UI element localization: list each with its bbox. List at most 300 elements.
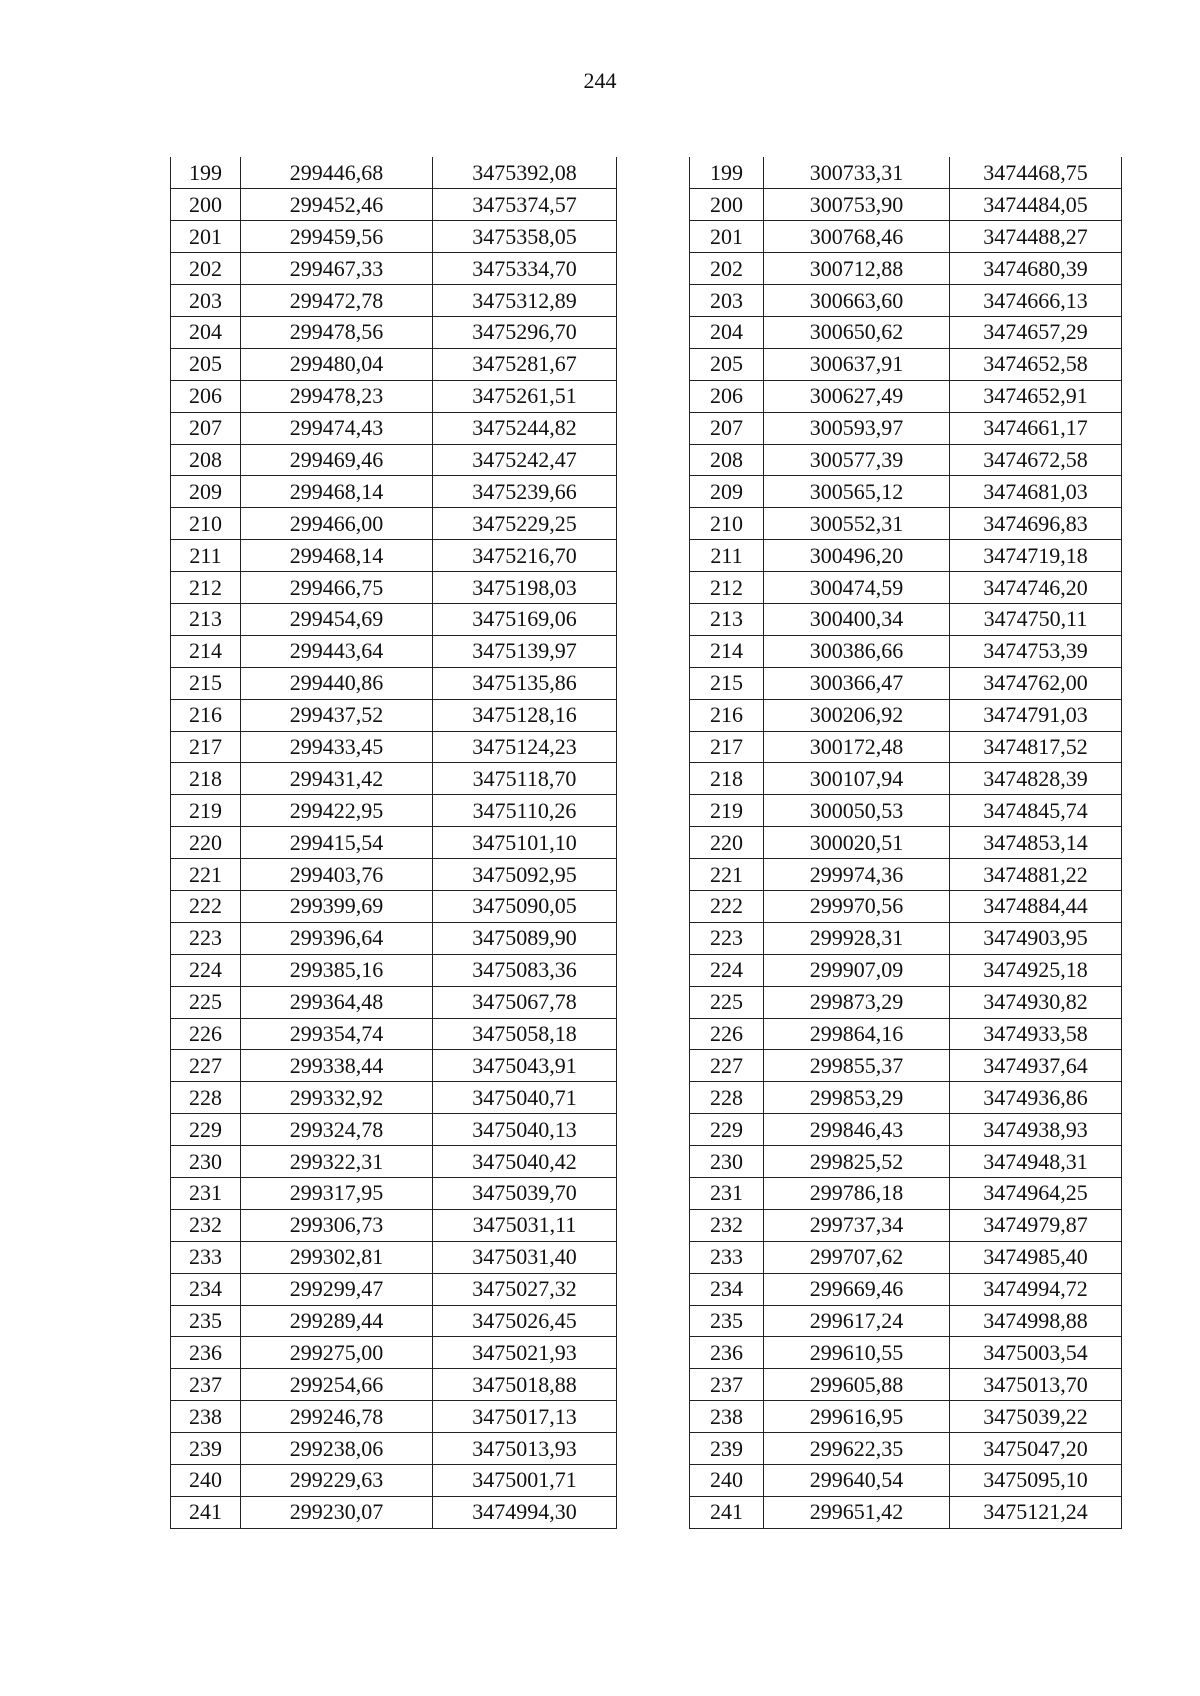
table-row bbox=[171, 667, 617, 699]
x-coordinate-cell: 300107,94 bbox=[764, 763, 950, 795]
y-coordinate-cell: 3474998,88 bbox=[950, 1305, 1122, 1337]
y-coordinate-cell: 3475027,32 bbox=[433, 1273, 617, 1305]
point-number-cell: 240 bbox=[690, 1465, 764, 1497]
x-coordinate-cell: 299466,00 bbox=[241, 508, 433, 540]
y-coordinate-cell: 3475334,70 bbox=[433, 253, 617, 285]
x-coordinate-cell: 299246,78 bbox=[241, 1401, 433, 1433]
point-number-cell: 209 bbox=[690, 476, 764, 508]
table-row bbox=[690, 1050, 1122, 1082]
x-coordinate-cell: 300552,31 bbox=[764, 508, 950, 540]
y-coordinate-cell: 3474853,14 bbox=[950, 827, 1122, 859]
point-number-cell: 202 bbox=[690, 253, 764, 285]
point-number-cell: 237 bbox=[690, 1369, 764, 1401]
point-number-cell: 222 bbox=[171, 890, 241, 922]
y-coordinate-cell: 3475021,93 bbox=[433, 1337, 617, 1369]
y-coordinate-cell: 3474750,11 bbox=[950, 603, 1122, 635]
x-coordinate-cell: 299422,95 bbox=[241, 795, 433, 827]
y-coordinate-cell: 3474937,64 bbox=[950, 1050, 1122, 1082]
y-coordinate-cell: 3475013,93 bbox=[433, 1433, 617, 1465]
point-number-cell: 229 bbox=[171, 1114, 241, 1146]
table-row bbox=[690, 795, 1122, 827]
table-row bbox=[690, 380, 1122, 412]
y-coordinate-cell: 3475092,95 bbox=[433, 859, 617, 891]
table-row bbox=[171, 1209, 617, 1241]
table-row bbox=[171, 1496, 617, 1528]
x-coordinate-cell: 299433,45 bbox=[241, 731, 433, 763]
point-number-cell: 237 bbox=[171, 1369, 241, 1401]
y-coordinate-cell: 3475139,97 bbox=[433, 635, 617, 667]
x-coordinate-cell: 299469,46 bbox=[241, 444, 433, 476]
y-coordinate-cell: 3475374,57 bbox=[433, 189, 617, 221]
point-number-cell: 216 bbox=[690, 699, 764, 731]
x-coordinate-cell: 299399,69 bbox=[241, 890, 433, 922]
y-coordinate-cell: 3475039,22 bbox=[950, 1401, 1122, 1433]
y-coordinate-cell: 3475003,54 bbox=[950, 1337, 1122, 1369]
table-row bbox=[690, 1146, 1122, 1178]
y-coordinate-cell: 3475296,70 bbox=[433, 316, 617, 348]
point-number-cell: 205 bbox=[171, 348, 241, 380]
point-number-cell: 207 bbox=[171, 412, 241, 444]
table-row bbox=[690, 890, 1122, 922]
point-number-cell: 230 bbox=[690, 1146, 764, 1178]
x-coordinate-cell: 299669,46 bbox=[764, 1273, 950, 1305]
table-row bbox=[690, 1273, 1122, 1305]
point-number-cell: 218 bbox=[171, 763, 241, 795]
x-coordinate-cell: 299468,14 bbox=[241, 540, 433, 572]
x-coordinate-cell: 299467,33 bbox=[241, 253, 433, 285]
point-number-cell: 220 bbox=[171, 827, 241, 859]
table-row bbox=[171, 1114, 617, 1146]
y-coordinate-cell: 3475031,40 bbox=[433, 1241, 617, 1273]
y-coordinate-cell: 3475039,70 bbox=[433, 1178, 617, 1210]
point-number-cell: 214 bbox=[690, 635, 764, 667]
x-coordinate-cell: 299873,29 bbox=[764, 986, 950, 1018]
y-coordinate-cell: 3475118,70 bbox=[433, 763, 617, 795]
x-coordinate-cell: 299289,44 bbox=[241, 1305, 433, 1337]
y-coordinate-cell: 3475124,23 bbox=[433, 731, 617, 763]
table-row bbox=[690, 1337, 1122, 1369]
x-coordinate-cell: 299385,16 bbox=[241, 954, 433, 986]
table-row bbox=[171, 635, 617, 667]
table-row bbox=[171, 189, 617, 221]
table-row bbox=[690, 1018, 1122, 1050]
point-number-cell: 228 bbox=[690, 1082, 764, 1114]
y-coordinate-cell: 3474672,58 bbox=[950, 444, 1122, 476]
y-coordinate-cell: 3475017,13 bbox=[433, 1401, 617, 1433]
table-row bbox=[690, 1433, 1122, 1465]
table-row bbox=[690, 540, 1122, 572]
point-number-cell: 212 bbox=[171, 572, 241, 604]
y-coordinate-cell: 3474845,74 bbox=[950, 795, 1122, 827]
point-number-cell: 230 bbox=[171, 1146, 241, 1178]
y-coordinate-cell: 3475018,88 bbox=[433, 1369, 617, 1401]
y-coordinate-cell: 3474994,72 bbox=[950, 1273, 1122, 1305]
point-number-cell: 204 bbox=[690, 316, 764, 348]
x-coordinate-cell: 299928,31 bbox=[764, 922, 950, 954]
y-coordinate-cell: 3474746,20 bbox=[950, 572, 1122, 604]
y-coordinate-cell: 3474817,52 bbox=[950, 731, 1122, 763]
point-number-cell: 219 bbox=[171, 795, 241, 827]
table-row bbox=[171, 763, 617, 795]
y-coordinate-cell: 3474696,83 bbox=[950, 508, 1122, 540]
point-number-cell: 232 bbox=[690, 1209, 764, 1241]
table-row bbox=[171, 380, 617, 412]
table-row bbox=[171, 603, 617, 635]
table-row bbox=[171, 253, 617, 285]
table-row bbox=[690, 1241, 1122, 1273]
y-coordinate-cell: 3474652,91 bbox=[950, 380, 1122, 412]
point-number-cell: 239 bbox=[690, 1433, 764, 1465]
x-coordinate-cell: 299480,04 bbox=[241, 348, 433, 380]
x-coordinate-cell: 299855,37 bbox=[764, 1050, 950, 1082]
x-coordinate-cell: 299454,69 bbox=[241, 603, 433, 635]
table-row bbox=[171, 316, 617, 348]
point-number-cell: 236 bbox=[171, 1337, 241, 1369]
table-row bbox=[690, 922, 1122, 954]
y-coordinate-cell: 3474762,00 bbox=[950, 667, 1122, 699]
x-coordinate-cell: 299737,34 bbox=[764, 1209, 950, 1241]
table-row bbox=[690, 1401, 1122, 1433]
y-coordinate-cell: 3474657,29 bbox=[950, 316, 1122, 348]
table-row bbox=[171, 1082, 617, 1114]
point-number-cell: 207 bbox=[690, 412, 764, 444]
point-number-cell: 213 bbox=[690, 603, 764, 635]
y-coordinate-cell: 3474930,82 bbox=[950, 986, 1122, 1018]
x-coordinate-cell: 299431,42 bbox=[241, 763, 433, 795]
x-coordinate-cell: 300496,20 bbox=[764, 540, 950, 572]
y-coordinate-cell: 3474881,22 bbox=[950, 859, 1122, 891]
point-number-cell: 241 bbox=[171, 1496, 241, 1528]
y-coordinate-cell: 3474753,39 bbox=[950, 635, 1122, 667]
x-coordinate-cell: 300593,97 bbox=[764, 412, 950, 444]
point-number-cell: 200 bbox=[690, 189, 764, 221]
y-coordinate-cell: 3474468,75 bbox=[950, 157, 1122, 189]
y-coordinate-cell: 3475312,89 bbox=[433, 285, 617, 317]
x-coordinate-cell: 300386,66 bbox=[764, 635, 950, 667]
table-row bbox=[690, 253, 1122, 285]
x-coordinate-cell: 300650,62 bbox=[764, 316, 950, 348]
x-coordinate-cell: 300172,48 bbox=[764, 731, 950, 763]
point-number-cell: 231 bbox=[171, 1178, 241, 1210]
point-number-cell: 228 bbox=[171, 1082, 241, 1114]
point-number-cell: 225 bbox=[690, 986, 764, 1018]
x-coordinate-cell: 299275,00 bbox=[241, 1337, 433, 1369]
table-row bbox=[690, 1209, 1122, 1241]
point-number-cell: 221 bbox=[690, 859, 764, 891]
x-coordinate-cell: 299651,42 bbox=[764, 1496, 950, 1528]
x-coordinate-cell: 299478,56 bbox=[241, 316, 433, 348]
table-row bbox=[171, 348, 617, 380]
point-number-cell: 238 bbox=[171, 1401, 241, 1433]
table-row bbox=[171, 827, 617, 859]
x-coordinate-cell: 300663,60 bbox=[764, 285, 950, 317]
x-coordinate-cell: 299846,43 bbox=[764, 1114, 950, 1146]
x-coordinate-cell: 299459,56 bbox=[241, 221, 433, 253]
y-coordinate-cell: 3475040,13 bbox=[433, 1114, 617, 1146]
table-row bbox=[171, 221, 617, 253]
point-number-cell: 219 bbox=[690, 795, 764, 827]
x-coordinate-cell: 299907,09 bbox=[764, 954, 950, 986]
point-number-cell: 213 bbox=[171, 603, 241, 635]
x-coordinate-cell: 299610,55 bbox=[764, 1337, 950, 1369]
x-coordinate-cell: 300577,39 bbox=[764, 444, 950, 476]
point-number-cell: 224 bbox=[690, 954, 764, 986]
y-coordinate-cell: 3474933,58 bbox=[950, 1018, 1122, 1050]
x-coordinate-cell: 299452,46 bbox=[241, 189, 433, 221]
x-coordinate-cell: 299640,54 bbox=[764, 1465, 950, 1497]
table-row bbox=[171, 1241, 617, 1273]
y-coordinate-cell: 3475040,42 bbox=[433, 1146, 617, 1178]
table-row bbox=[171, 1146, 617, 1178]
point-number-cell: 233 bbox=[690, 1241, 764, 1273]
x-coordinate-cell: 299437,52 bbox=[241, 699, 433, 731]
table-row bbox=[690, 348, 1122, 380]
y-coordinate-cell: 3475169,06 bbox=[433, 603, 617, 635]
point-number-cell: 223 bbox=[171, 922, 241, 954]
y-coordinate-cell: 3475110,26 bbox=[433, 795, 617, 827]
y-coordinate-cell: 3475135,86 bbox=[433, 667, 617, 699]
y-coordinate-cell: 3474948,31 bbox=[950, 1146, 1122, 1178]
y-coordinate-cell: 3475040,71 bbox=[433, 1082, 617, 1114]
x-coordinate-cell: 299468,14 bbox=[241, 476, 433, 508]
point-number-cell: 214 bbox=[171, 635, 241, 667]
point-number-cell: 227 bbox=[690, 1050, 764, 1082]
y-coordinate-cell: 3474964,25 bbox=[950, 1178, 1122, 1210]
y-coordinate-cell: 3474994,30 bbox=[433, 1496, 617, 1528]
table-row bbox=[171, 285, 617, 317]
point-number-cell: 226 bbox=[690, 1018, 764, 1050]
table-row bbox=[171, 890, 617, 922]
x-coordinate-cell: 300627,49 bbox=[764, 380, 950, 412]
table-row bbox=[690, 667, 1122, 699]
y-coordinate-cell: 3475216,70 bbox=[433, 540, 617, 572]
table-row bbox=[171, 157, 617, 189]
table-row bbox=[690, 1114, 1122, 1146]
table-row bbox=[171, 731, 617, 763]
point-number-cell: 234 bbox=[171, 1273, 241, 1305]
y-coordinate-cell: 3475244,82 bbox=[433, 412, 617, 444]
point-number-cell: 232 bbox=[171, 1209, 241, 1241]
table-row bbox=[690, 827, 1122, 859]
x-coordinate-cell: 299322,31 bbox=[241, 1146, 433, 1178]
table-row bbox=[690, 508, 1122, 540]
x-coordinate-cell: 299443,64 bbox=[241, 635, 433, 667]
y-coordinate-cell: 3475242,47 bbox=[433, 444, 617, 476]
y-coordinate-cell: 3474652,58 bbox=[950, 348, 1122, 380]
x-coordinate-cell: 300366,47 bbox=[764, 667, 950, 699]
table-row bbox=[171, 1018, 617, 1050]
y-coordinate-cell: 3474791,03 bbox=[950, 699, 1122, 731]
coordinates-table-right bbox=[689, 157, 1122, 1529]
point-number-cell: 235 bbox=[171, 1305, 241, 1337]
point-number-cell: 202 bbox=[171, 253, 241, 285]
y-coordinate-cell: 3475121,24 bbox=[950, 1496, 1122, 1528]
table-row bbox=[171, 1433, 617, 1465]
x-coordinate-cell: 299306,73 bbox=[241, 1209, 433, 1241]
table-row bbox=[171, 986, 617, 1018]
x-coordinate-cell: 299332,92 bbox=[241, 1082, 433, 1114]
x-coordinate-cell: 300020,51 bbox=[764, 827, 950, 859]
x-coordinate-cell: 299364,48 bbox=[241, 986, 433, 1018]
y-coordinate-cell: 3474985,40 bbox=[950, 1241, 1122, 1273]
y-coordinate-cell: 3474719,18 bbox=[950, 540, 1122, 572]
y-coordinate-cell: 3475047,20 bbox=[950, 1433, 1122, 1465]
x-coordinate-cell: 299317,95 bbox=[241, 1178, 433, 1210]
y-coordinate-cell: 3474484,05 bbox=[950, 189, 1122, 221]
point-number-cell: 229 bbox=[690, 1114, 764, 1146]
table-row bbox=[690, 1465, 1122, 1497]
point-number-cell: 199 bbox=[171, 157, 241, 189]
point-number-cell: 233 bbox=[171, 1241, 241, 1273]
table-row bbox=[171, 476, 617, 508]
table-row bbox=[690, 157, 1122, 189]
point-number-cell: 206 bbox=[171, 380, 241, 412]
x-coordinate-cell: 299970,56 bbox=[764, 890, 950, 922]
page-number: 244 bbox=[583, 68, 617, 93]
y-coordinate-cell: 3475026,45 bbox=[433, 1305, 617, 1337]
x-coordinate-cell: 299605,88 bbox=[764, 1369, 950, 1401]
y-coordinate-cell: 3474979,87 bbox=[950, 1209, 1122, 1241]
x-coordinate-cell: 299474,43 bbox=[241, 412, 433, 444]
point-number-cell: 210 bbox=[690, 508, 764, 540]
point-number-cell: 225 bbox=[171, 986, 241, 1018]
point-number-cell: 200 bbox=[171, 189, 241, 221]
table-row bbox=[690, 412, 1122, 444]
x-coordinate-cell: 299396,64 bbox=[241, 922, 433, 954]
x-coordinate-cell: 299440,86 bbox=[241, 667, 433, 699]
point-number-cell: 217 bbox=[171, 731, 241, 763]
y-coordinate-cell: 3474925,18 bbox=[950, 954, 1122, 986]
point-number-cell: 239 bbox=[171, 1433, 241, 1465]
coordinates-table-left bbox=[170, 157, 617, 1529]
y-coordinate-cell: 3475067,78 bbox=[433, 986, 617, 1018]
x-coordinate-cell: 300753,90 bbox=[764, 189, 950, 221]
point-number-cell: 227 bbox=[171, 1050, 241, 1082]
y-coordinate-cell: 3474884,44 bbox=[950, 890, 1122, 922]
table-row bbox=[690, 635, 1122, 667]
y-coordinate-cell: 3474666,13 bbox=[950, 285, 1122, 317]
point-number-cell: 201 bbox=[690, 221, 764, 253]
y-coordinate-cell: 3474488,27 bbox=[950, 221, 1122, 253]
point-number-cell: 199 bbox=[690, 157, 764, 189]
table-row bbox=[171, 1178, 617, 1210]
point-number-cell: 238 bbox=[690, 1401, 764, 1433]
point-number-cell: 241 bbox=[690, 1496, 764, 1528]
x-coordinate-cell: 299230,07 bbox=[241, 1496, 433, 1528]
y-coordinate-cell: 3475229,25 bbox=[433, 508, 617, 540]
x-coordinate-cell: 300712,88 bbox=[764, 253, 950, 285]
table-row bbox=[171, 444, 617, 476]
table-row bbox=[690, 189, 1122, 221]
table-row bbox=[690, 572, 1122, 604]
y-coordinate-cell: 3475261,51 bbox=[433, 380, 617, 412]
table-row bbox=[171, 540, 617, 572]
point-number-cell: 208 bbox=[690, 444, 764, 476]
table-row bbox=[690, 954, 1122, 986]
point-number-cell: 203 bbox=[171, 285, 241, 317]
table-row bbox=[171, 1337, 617, 1369]
table-row bbox=[171, 1050, 617, 1082]
x-coordinate-cell: 300768,46 bbox=[764, 221, 950, 253]
table-row bbox=[171, 1369, 617, 1401]
x-coordinate-cell: 299478,23 bbox=[241, 380, 433, 412]
y-coordinate-cell: 3474936,86 bbox=[950, 1082, 1122, 1114]
point-number-cell: 221 bbox=[171, 859, 241, 891]
y-coordinate-cell: 3475090,05 bbox=[433, 890, 617, 922]
x-coordinate-cell: 299354,74 bbox=[241, 1018, 433, 1050]
table-row bbox=[171, 1305, 617, 1337]
table-row bbox=[690, 1178, 1122, 1210]
point-number-cell: 224 bbox=[171, 954, 241, 986]
table-row bbox=[690, 444, 1122, 476]
point-number-cell: 217 bbox=[690, 731, 764, 763]
x-coordinate-cell: 299616,95 bbox=[764, 1401, 950, 1433]
x-coordinate-cell: 299403,76 bbox=[241, 859, 433, 891]
point-number-cell: 223 bbox=[690, 922, 764, 954]
table-row bbox=[171, 954, 617, 986]
table-row bbox=[690, 699, 1122, 731]
table-row bbox=[171, 795, 617, 827]
point-number-cell: 215 bbox=[690, 667, 764, 699]
x-coordinate-cell: 299415,54 bbox=[241, 827, 433, 859]
y-coordinate-cell: 3475083,36 bbox=[433, 954, 617, 986]
table-row bbox=[690, 731, 1122, 763]
table-row bbox=[171, 859, 617, 891]
x-coordinate-cell: 299617,24 bbox=[764, 1305, 950, 1337]
x-coordinate-cell: 299825,52 bbox=[764, 1146, 950, 1178]
y-coordinate-cell: 3474661,17 bbox=[950, 412, 1122, 444]
y-coordinate-cell: 3474680,39 bbox=[950, 253, 1122, 285]
point-number-cell: 206 bbox=[690, 380, 764, 412]
point-number-cell: 226 bbox=[171, 1018, 241, 1050]
point-number-cell: 231 bbox=[690, 1178, 764, 1210]
y-coordinate-cell: 3475358,05 bbox=[433, 221, 617, 253]
y-coordinate-cell: 3475101,10 bbox=[433, 827, 617, 859]
x-coordinate-cell: 299254,66 bbox=[241, 1369, 433, 1401]
x-coordinate-cell: 300733,31 bbox=[764, 157, 950, 189]
table-row bbox=[690, 476, 1122, 508]
y-coordinate-cell: 3475239,66 bbox=[433, 476, 617, 508]
x-coordinate-cell: 299324,78 bbox=[241, 1114, 433, 1146]
table-row bbox=[690, 986, 1122, 1018]
table-row bbox=[171, 1401, 617, 1433]
point-number-cell: 222 bbox=[690, 890, 764, 922]
point-number-cell: 201 bbox=[171, 221, 241, 253]
x-coordinate-cell: 299238,06 bbox=[241, 1433, 433, 1465]
table-row bbox=[171, 1273, 617, 1305]
x-coordinate-cell: 300400,34 bbox=[764, 603, 950, 635]
x-coordinate-cell: 300637,91 bbox=[764, 348, 950, 380]
x-coordinate-cell: 299338,44 bbox=[241, 1050, 433, 1082]
point-number-cell: 204 bbox=[171, 316, 241, 348]
y-coordinate-cell: 3475089,90 bbox=[433, 922, 617, 954]
x-coordinate-cell: 299786,18 bbox=[764, 1178, 950, 1210]
table-row bbox=[690, 285, 1122, 317]
table-row bbox=[690, 1369, 1122, 1401]
point-number-cell: 216 bbox=[171, 699, 241, 731]
table-row bbox=[690, 1496, 1122, 1528]
point-number-cell: 211 bbox=[171, 540, 241, 572]
point-number-cell: 203 bbox=[690, 285, 764, 317]
table-row bbox=[171, 1465, 617, 1497]
table-row bbox=[171, 572, 617, 604]
table-row bbox=[171, 412, 617, 444]
x-coordinate-cell: 300474,59 bbox=[764, 572, 950, 604]
x-coordinate-cell: 300206,92 bbox=[764, 699, 950, 731]
y-coordinate-cell: 3474828,39 bbox=[950, 763, 1122, 795]
x-coordinate-cell: 299472,78 bbox=[241, 285, 433, 317]
x-coordinate-cell: 300050,53 bbox=[764, 795, 950, 827]
